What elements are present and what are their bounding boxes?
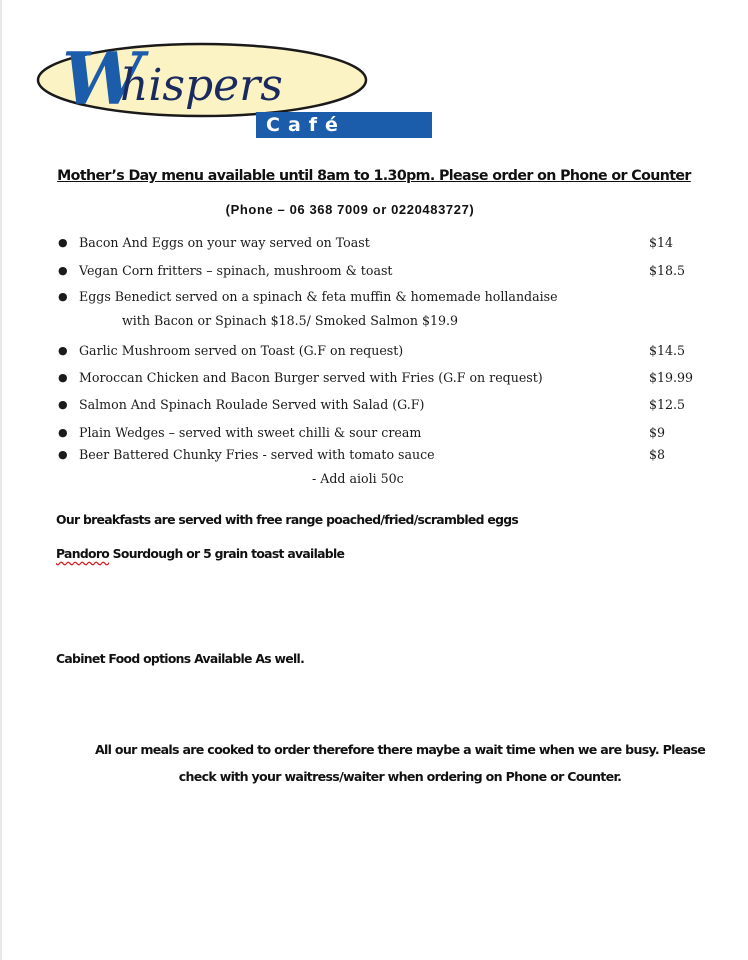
menu-item-name: Garlic Mushroom served on Toast (G.F on request)	[79, 343, 404, 358]
menu-item-name: Moroccan Chicken and Bacon Burger served with Fries (G.F on request)	[79, 370, 543, 385]
bullet-icon: ●	[58, 264, 68, 277]
page-edge	[0, 0, 2, 960]
menu-item-name: Plain Wedges – served with sweet chilli & sour cream	[79, 425, 422, 440]
benedict-options: with Bacon or Spinach $18.5/ Smoked Salmon $19.9	[122, 313, 459, 328]
aioli-addon: - Add aioli 50c	[312, 471, 404, 486]
bread-text: Sourdough or 5 grain toast available	[109, 546, 345, 561]
menu-item	[58, 340, 698, 362]
menu-item-price: $12.5	[649, 397, 686, 412]
bullet-icon: ●	[58, 398, 68, 411]
menu-item-name: Eggs Benedict served on a spinach & feta muffin & homemade hollandaise	[79, 289, 558, 304]
menu-item	[58, 367, 698, 389]
menu-item-price: $14	[649, 235, 674, 250]
menu-item	[58, 286, 698, 308]
footer-notice	[60, 736, 740, 790]
menu-item-price: $14.5	[649, 343, 686, 358]
menu-item	[58, 444, 698, 466]
bullet-icon: ●	[58, 371, 68, 384]
whispers-cafe-logo	[34, 30, 404, 140]
menu-item-name: Vegan Corn fritters – spinach, mushroom & toast	[79, 263, 393, 278]
logo-hispers-text: hispers	[120, 60, 283, 111]
bullet-icon: ●	[58, 290, 68, 303]
phone-numbers: (Phone – 06 368 7009 or 0220483727)	[225, 202, 475, 217]
menu-item-price: $18.5	[649, 263, 686, 278]
menu-headline: Mother’s Day menu available until 8am to 1.30pm. Please order on Phone or Counter	[57, 168, 691, 184]
menu-item	[58, 422, 698, 444]
menu-item	[58, 394, 698, 416]
menu-item-price: $19.99	[649, 370, 694, 385]
bread-note	[56, 546, 344, 561]
menu-item-price: $8	[649, 447, 666, 462]
breakfast-note: Our breakfasts are served with free range poached/fried/scrambled eggs	[56, 512, 519, 527]
bullet-icon: ●	[58, 448, 68, 461]
menu-item	[58, 260, 698, 282]
menu-item-price: $9	[649, 425, 666, 440]
menu-item-name: Salmon And Spinach Roulade Served with Salad (G.F)	[79, 397, 425, 412]
bullet-icon: ●	[58, 344, 68, 357]
logo-w-letter: W	[62, 36, 143, 121]
bullet-icon: ●	[58, 426, 68, 439]
menu-item-name: Bacon And Eggs on your way served on Toast	[79, 235, 370, 250]
bullet-icon: ●	[58, 236, 68, 249]
footer-line-2: check with your waitress/waiter when ordering on Phone or Counter.	[178, 769, 622, 784]
menu-item	[58, 232, 698, 254]
menu-item-name: Beer Battered Chunky Fries - served with tomato sauce	[79, 447, 435, 462]
logo-cafe-label: Café	[256, 112, 432, 138]
bread-brand: Pandoro	[56, 546, 110, 561]
cabinet-note: Cabinet Food options Available As well.	[56, 651, 305, 666]
footer-line-1: All our meals are cooked to order therefore there maybe a wait time when we are busy. Please	[94, 742, 706, 757]
